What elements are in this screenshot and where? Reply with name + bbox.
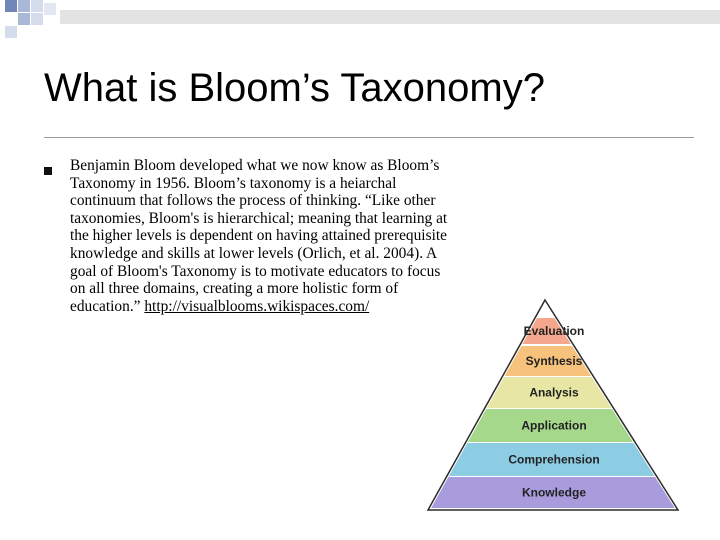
bullet-text: [70, 157, 520, 315]
pyramid-level-comprehension-label: Comprehension: [508, 452, 600, 467]
bullet-line: on all three domains, creating a more holistic form of: [70, 280, 399, 298]
bullet-line: the higher levels is dependent on having attained prerequisite: [70, 227, 447, 245]
decor-square: [18, 0, 30, 12]
decor-square: [5, 26, 17, 38]
bullet-line: taxonomies, Bloom's is hierarchical; meaning that learning at: [70, 209, 448, 227]
title-divider: [44, 137, 694, 138]
pyramid-level-synthesis-label: Synthesis: [525, 354, 583, 368]
pyramid-level-application-label: Application: [521, 418, 587, 433]
decor-square: [31, 0, 43, 12]
bullet-line: continuum that follows the process of thinking. “Like other: [70, 192, 436, 210]
bullet-line-prefix: education.”: [70, 297, 145, 315]
blooms-pyramid: [420, 296, 684, 514]
header-band: [60, 10, 720, 24]
decor-square: [31, 13, 43, 25]
bullet-marker-icon: [44, 167, 52, 175]
pyramid-level-knowledge-label: Knowledge: [521, 485, 587, 500]
decor-square: [5, 0, 17, 12]
source-link[interactable]: http://visualblooms.wikispaces.com/: [144, 297, 370, 315]
decor-square: [18, 13, 30, 25]
pyramid-level-evaluation-label: Evaluation: [523, 324, 585, 338]
corner-squares-decoration: [0, 0, 720, 45]
decor-square: [44, 3, 56, 15]
bullet-line: knowledge and skills at lower levels (Orlich, et al. 2004). A: [70, 244, 438, 262]
page-title: What is Bloom’s Taxonomy?: [44, 66, 545, 110]
bullet-line: Taxonomy in 1956. Bloom’s taxonomy is a heiarchal: [70, 174, 397, 192]
bullet-line: goal of Bloom's Taxonomy is to motivate educators to focus: [70, 262, 441, 280]
pyramid-level-analysis-label: Analysis: [529, 385, 579, 400]
bullet-line: Benjamin Bloom developed what we now know as Bloom’s: [70, 157, 440, 174]
